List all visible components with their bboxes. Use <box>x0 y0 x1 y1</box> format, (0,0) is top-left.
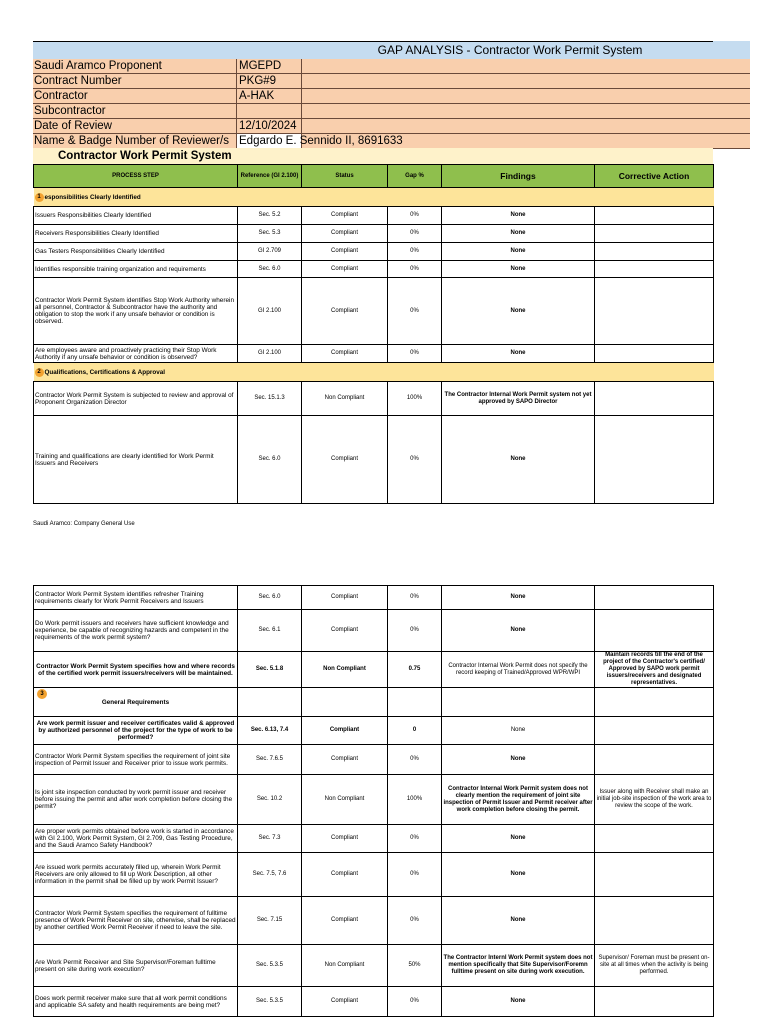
table-row <box>34 278 714 345</box>
cell-findings: None <box>442 345 595 363</box>
cell-gap: 0% <box>388 243 442 261</box>
cell-findings: None <box>442 225 595 243</box>
cell-ref: Sec. 6.1 <box>238 610 302 652</box>
info-label-contractor: Contractor <box>33 89 236 104</box>
cell-status: Compliant <box>302 745 388 775</box>
table-row <box>34 261 714 278</box>
cell-action <box>595 261 714 278</box>
cell-gap: 0% <box>388 897 442 945</box>
info-label-contract: Contract Number <box>33 74 236 89</box>
info-label-date: Date of Review <box>33 119 236 134</box>
table-row <box>34 775 714 825</box>
cell-findings: None <box>442 278 595 345</box>
table-row <box>34 345 714 363</box>
cell-status: Compliant <box>302 853 388 897</box>
section-number-badge: 2 <box>35 368 44 377</box>
cell-step: Is joint site inspection conducted by work permit issuer and receiver before issuing the permit and after work completion before closing the permit? <box>34 775 238 825</box>
cell-findings: None <box>442 745 595 775</box>
cell-gap: 0% <box>388 610 442 652</box>
cell-action: Maintain records till the end of the project of the Contractor's certified/ Approved by SAPO work permit issuers/receivers and designated representatives. <box>595 652 714 688</box>
cell-status: Compliant <box>302 345 388 363</box>
cell-status: Non Compliant <box>302 775 388 825</box>
section-label: General Requirements <box>101 698 170 706</box>
cell-step: Identifies responsible training organization and requirements <box>34 261 238 278</box>
cell-gap: 0% <box>388 586 442 610</box>
cell-ref: Sec. 6.13, 7.4 <box>238 717 302 745</box>
cell-step: Do Work permit issuers and receivers have sufficient knowledge and experience, be capable of recognizing hazards and competent in the requirements of the work permit system? <box>34 610 238 652</box>
cell-findings: None <box>442 261 595 278</box>
table-row <box>34 897 714 945</box>
cell-gap: 0% <box>388 825 442 853</box>
cell-status: Compliant <box>302 225 388 243</box>
info-value-subcontractor <box>236 104 301 119</box>
cell-action <box>595 207 714 225</box>
cell-ref: Sec. 5.3 <box>238 225 302 243</box>
info-fill <box>301 119 750 134</box>
cell-status: Compliant <box>302 207 388 225</box>
gap-table-page2 <box>33 585 714 1017</box>
cell-status: Compliant <box>302 897 388 945</box>
cell-action <box>595 853 714 897</box>
cell-step: Gas Testers Responsibilities Clearly Identified <box>34 243 238 261</box>
cell-gap: 0% <box>388 261 442 278</box>
section-label: esponsibilities Clearly Identified <box>44 193 141 201</box>
cell-gap: 0 <box>388 717 442 745</box>
cell-step: Does work permit receiver make sure that all work permit conditions and applicable SA safety and health requirements are being met? <box>34 987 238 1017</box>
cell-findings: None <box>442 243 595 261</box>
cell-action <box>595 586 714 610</box>
section-number-badge: 1 <box>35 193 44 202</box>
section-cell <box>34 688 238 717</box>
cell-ref: GI 2.100 <box>238 345 302 363</box>
table-row <box>34 207 714 225</box>
cell-ref: Sec. 7.3 <box>238 825 302 853</box>
cell-ref: Sec. 5.3.5 <box>238 987 302 1017</box>
col-header-action: Corrective Action <box>595 165 714 188</box>
cell-gap: 0% <box>388 345 442 363</box>
cell-action <box>595 745 714 775</box>
cell-ref: GI 2.100 <box>238 278 302 345</box>
cell-findings: The Contractor Internal Work Permit system not yet approved by SAPO Director <box>442 382 595 416</box>
cell-step: Training and qualifications are clearly identified for Work Permit Issuers and Receivers <box>34 416 238 504</box>
info-label-subcontractor: Subcontractor <box>33 104 236 119</box>
cell-findings: None <box>442 987 595 1017</box>
table-row <box>34 586 714 610</box>
cell-findings: Contractor Internal Work Permit does not specify the record keeping of Trained/Approved WPR/WPI <box>442 652 595 688</box>
col-header-status: Status <box>302 165 388 188</box>
table-row <box>34 243 714 261</box>
table-row <box>34 745 714 775</box>
col-header-gap: Gap % <box>388 165 442 188</box>
table-row <box>34 987 714 1017</box>
cell-action <box>595 825 714 853</box>
cell-step: Issuers Responsibilities Clearly Identified <box>34 207 238 225</box>
cell-step: Are employees aware and proactively practicing their Stop Work Authority if any unsafe behavior or condition is observed? <box>34 345 238 363</box>
cell-status: Non Compliant <box>302 945 388 987</box>
cell-ref: Sec. 7.15 <box>238 897 302 945</box>
cell-findings: None <box>442 416 595 504</box>
info-value-proponent: MGEPD <box>236 59 301 74</box>
cell-findings: The Contractor Internl Work Permit system does not mention specifically that Site Supervisor/Foremn fulltime present on site during work execution. <box>442 945 595 987</box>
col-header-findings: Findings <box>442 165 595 188</box>
cell-ref: Sec. 7.5, 7.6 <box>238 853 302 897</box>
cell-step: Contractor Work Permit System specifies the requirement of joint site inspection of Permit Issuer and Receiver prior to issue work permits. <box>34 745 238 775</box>
col-header-step: PROCESS STEP <box>34 165 238 188</box>
info-label-proponent: Saudi Aramco Proponent <box>33 59 236 74</box>
cell-action: Supervisor/ Foreman must be present on-site at all times when the activity is being performed. <box>595 945 714 987</box>
cell-step: Contractor Work Permit System identifies refresher Training requirements clearly for Work Permit Receivers and Issuers <box>34 586 238 610</box>
cell-ref: Sec. 5.1.8 <box>238 652 302 688</box>
cell-gap: 0% <box>388 207 442 225</box>
cell-status: Compliant <box>302 416 388 504</box>
cell-gap: 100% <box>388 775 442 825</box>
cell-action <box>595 416 714 504</box>
info-label-reviewer: Name & Badge Number of Reviewer/s <box>33 134 236 149</box>
cell-ref: GI 2.709 <box>238 243 302 261</box>
table-row <box>34 225 714 243</box>
cell-findings: None <box>442 853 595 897</box>
cell-gap: 0% <box>388 416 442 504</box>
cell-status: Non Compliant <box>302 382 388 416</box>
cell-status: Compliant <box>302 987 388 1017</box>
table-row <box>34 652 714 688</box>
cell-findings: None <box>442 717 595 745</box>
info-fill <box>301 89 750 104</box>
section-title: Contractor Work Permit System <box>33 148 713 164</box>
cell-status: Compliant <box>302 825 388 853</box>
cell-action: Issuer along with Receiver shall make an initial job-site inspection of the work area to review the scope of the work. <box>595 775 714 825</box>
footer-note: Saudi Aramco: Company General Use <box>33 521 135 527</box>
cell-step: Are work permit issuer and receiver certificates valid & approved by authorized personnel of the project for the type of work to be performed? <box>34 717 238 745</box>
cell-gap: 50% <box>388 945 442 987</box>
cell-findings: None <box>442 610 595 652</box>
cell-ref: Sec. 6.0 <box>238 416 302 504</box>
info-fill <box>301 74 750 89</box>
info-value-contract: PKG#9 <box>236 74 301 89</box>
section-row <box>34 688 714 717</box>
cell-gap: 0% <box>388 853 442 897</box>
cell-status: Non Compliant <box>302 652 388 688</box>
info-value-reviewer: Edgardo E. Sennido II, 8691633 <box>236 134 436 149</box>
cell-action <box>595 278 714 345</box>
cell-step: Are Work Permit Receiver and Site Supervisor/Foreman fulltime present on site during work execution? <box>34 945 238 987</box>
cell-status: Compliant <box>302 243 388 261</box>
cell-action <box>595 345 714 363</box>
cell-step: Contractor Work Permit System specifies the requirement of fulltime presence of Work Permit Receiver on site, otherwise, shall be replaced by another certified Work Permit Receiver if need to leave the site. <box>34 897 238 945</box>
cell-status: Compliant <box>302 261 388 278</box>
table-row <box>34 825 714 853</box>
info-value-contractor: A-HAK <box>236 89 301 104</box>
cell-gap: 0.75 <box>388 652 442 688</box>
table-row <box>34 945 714 987</box>
cell-step: Contractor Work Permit System identifies Stop Work Authority wherein all personnel, Contractor & Subcontractor have the authority and obligation to stop the work if any unsafe behavior or condition is observed. <box>34 278 238 345</box>
cell-step: Contractor Work Permit System is subjected to review and approval of Proponent Organization Director <box>34 382 238 416</box>
cell-action <box>595 717 714 745</box>
cell-ref: Sec. 6.0 <box>238 586 302 610</box>
cell-ref: Sec. 7.6.5 <box>238 745 302 775</box>
cell-gap: 0% <box>388 278 442 345</box>
table-row <box>34 610 714 652</box>
cell-ref: Sec. 6.0 <box>238 261 302 278</box>
report-title: GAP ANALYSIS - Contractor Work Permit System <box>377 43 643 57</box>
table-row <box>34 382 714 416</box>
cell-findings: None <box>442 207 595 225</box>
cell-step: Are proper work permits obtained before work is started in accordance with GI 2.100, Work Permit System, GI 2.709, Gas Testing Procedure, and the Saudi Aramco Safety Handbook? <box>34 825 238 853</box>
cell-step: Are issued work permits accurately filled up, wherein Work Permit Receivers are only allowed to fill up Work Description, all other information in the permit shall be filled up by work Permit Issuer? <box>34 853 238 897</box>
section-row <box>34 188 714 207</box>
cell-action <box>595 610 714 652</box>
info-fill <box>301 59 750 74</box>
cell-status: Compliant <box>302 278 388 345</box>
section-label: Qualifications, Certifications & Approval <box>44 368 165 376</box>
cell-action <box>595 243 714 261</box>
cell-status: Compliant <box>302 717 388 745</box>
cell-findings: None <box>442 825 595 853</box>
col-header-ref: Reference (GI 2.100) <box>238 165 302 188</box>
cell-action <box>595 987 714 1017</box>
cell-findings: None <box>442 586 595 610</box>
cell-ref: Sec. 15.1.3 <box>238 382 302 416</box>
cell-findings: None <box>442 897 595 945</box>
cell-action <box>595 897 714 945</box>
cell-gap: 0% <box>388 987 442 1017</box>
table-row <box>34 853 714 897</box>
cell-status: Compliant <box>302 610 388 652</box>
section-number-badge: 3 <box>37 689 47 699</box>
gap-table-page1 <box>33 164 714 504</box>
info-value-date: 12/10/2024 <box>236 119 301 134</box>
cell-status: Compliant <box>302 586 388 610</box>
cell-action <box>595 382 714 416</box>
cell-ref: Sec. 10.2 <box>238 775 302 825</box>
cell-ref: Sec. 5.2 <box>238 207 302 225</box>
section-row <box>34 363 714 382</box>
cell-gap: 100% <box>388 382 442 416</box>
cell-gap: 0% <box>388 745 442 775</box>
cell-findings: Contractor Internal Work Permit system does not clearly mention the requirement of joint site inspection of Permit Issuer and Permit receiver after work completion before closing the permit. <box>442 775 595 825</box>
table-row <box>34 416 714 504</box>
info-fill <box>301 104 750 119</box>
cell-gap: 0% <box>388 225 442 243</box>
cell-step: Contractor Work Permit System specifies how and where records of the certified work permit issuers/receivers will be maintained. <box>34 652 238 688</box>
table-row <box>34 717 714 745</box>
cell-step: Receivers Responsibilities Clearly Identified <box>34 225 238 243</box>
cell-ref: Sec. 5.3.5 <box>238 945 302 987</box>
column-header-row <box>34 165 714 188</box>
cell-action <box>595 225 714 243</box>
